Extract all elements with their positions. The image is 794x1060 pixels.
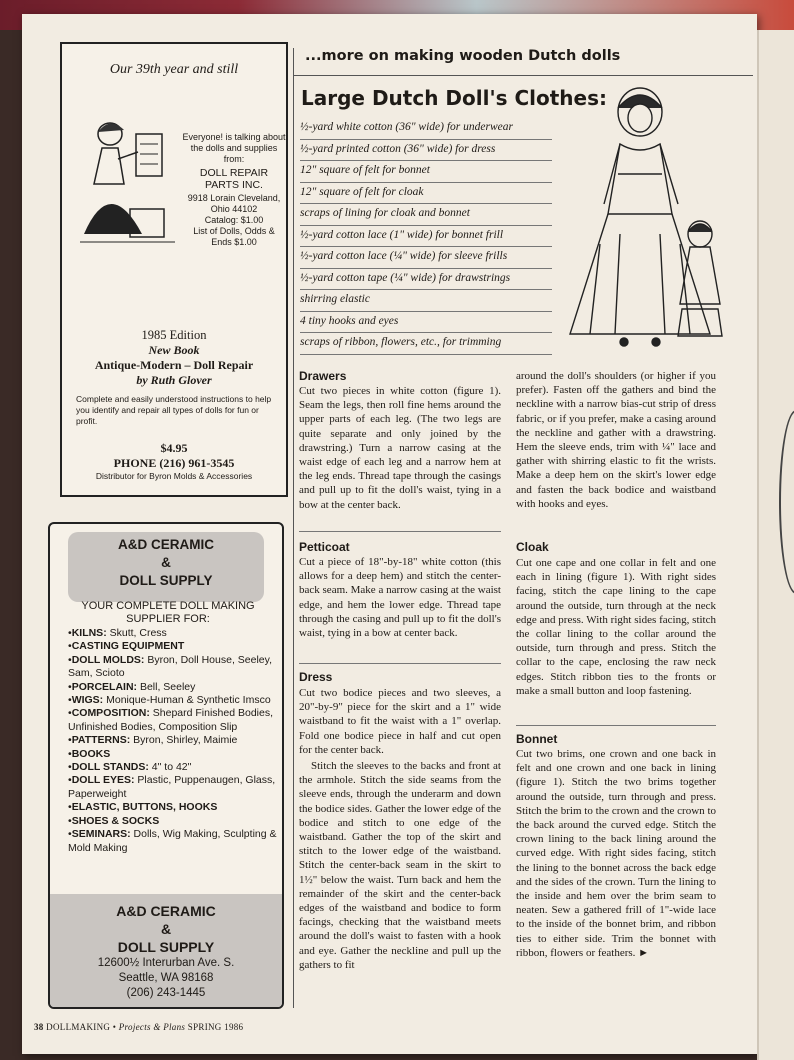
list-price: List of Dolls, Odds & Ends $1.00 xyxy=(193,226,275,247)
cloak-text: Cut one cape and one collar in felt and one each in lining (figure 1). With right sides facing, stitch the cape lining to the cape around the outside, turn through at the neck edge and press. With right sides facing, stitch the collar lining to the collar around the outside, turn through and press. Stitch the collar to the cape, enclosing the raw neck edges. Stitch ribbon ties to the fronts or make a small button and loop fastening. xyxy=(516,557,716,697)
drawers-heading: Drawers xyxy=(299,369,347,383)
company-name: DOLL REPAIR PARTS INC. xyxy=(199,167,269,191)
ad-headline: Our 39th year and still xyxy=(109,62,239,77)
section-rule xyxy=(299,531,501,532)
material-item: ½-yard white cotton (36" wide) for underwear xyxy=(300,118,552,140)
company-intro: Everyone! is talking about the dolls and supplies from: xyxy=(182,132,286,164)
book-edition: 1985 Edition xyxy=(141,328,207,342)
material-item: shirring elastic xyxy=(300,290,552,312)
supplier-intro: YOUR COMPLETE DOLL MAKING SUPPLIER FOR: xyxy=(81,600,255,625)
dress-text-3: around the doll's shoulders (or higher if you prefer). Fasten off the gathers and bind the neckline with a narrow bias-cut strip of dress fabric, or if you prefer, make a casing around the neckline and gather with a drawstring. Hem the sleeve ends, trim with ¼" lace and gather with shirring elastic to fit the wrists. Make a deep hem on the skirt's lower edge and fasten the back bodice and waistband with hooks and eyes. xyxy=(516,370,716,510)
list-item: • CASTING EQUIPMENT xyxy=(68,640,278,653)
supply-list xyxy=(68,627,278,855)
list-item: • DOLL EYES: Plastic, Puppenaugen, Glass, Paperweight xyxy=(68,774,278,801)
petticoat-text: Cut a piece of 18"-by-18" white cotton (this allows for a deep hem) and stitch the center-back seam. Make a narrow casing at the waist edge, and hem the lower edge. Thread tape through the casing and pull up to fit the doll's waist, tying in a bow at center back. xyxy=(299,556,501,640)
material-item: ½-yard printed cotton (36" wide) for dress xyxy=(300,140,552,162)
footer-line-2: & xyxy=(160,921,172,937)
ceramic-supply-ad xyxy=(48,522,284,1009)
column-divider xyxy=(293,48,294,1008)
book-author: by Ruth Glover xyxy=(136,373,212,387)
material-item: scraps of ribbon, flowers, etc., for trimming xyxy=(300,333,552,355)
book-new: New Book xyxy=(148,343,200,357)
section-rule xyxy=(299,663,501,664)
book-price: $4.95 xyxy=(160,441,188,455)
materials-list xyxy=(300,118,552,355)
material-item: 4 tiny hooks and eyes xyxy=(300,312,552,334)
footer-line-1: A&D CERAMIC xyxy=(116,903,216,919)
ad-footer-banner xyxy=(50,894,282,1007)
magazine-subtitle: Projects & Plans xyxy=(118,1022,186,1032)
footer-phone: (206) 243-1445 xyxy=(126,987,206,999)
book-title: Antique-Modern – Doll Repair xyxy=(94,358,254,372)
dress-text-2: Stitch the sleeves to the backs and front at the armhole. Stitch the side seams from the sleeve ends, through the underarm and down the bodice sides. Gather the lower edge of the bodice and stitch to one edge of the waistband. Gather the top of the skirt and stitch to the lower edge of the waistband. Stitch the center-back seam in the skirt to 1½" below the waist. Turn back and hem the remainder of the skirt and the center-back edges of the waistband and bodice to form facings, checking that the waistband meets around the doll's waist to fasten with a hook and eye. Gather the neckline and pull up the gathers to fit xyxy=(299,760,501,971)
ad-header-banner xyxy=(68,532,264,602)
doll-repair-ad xyxy=(60,42,288,497)
drawers-text: Cut two pieces in white cotton (figure 1). Seam the legs, then roll fine hems around the upper parts of each leg. (The two legs are quite separate and only joined by the drawstring.) Turn a narrow casing at the waist edge of each leg and a narrow hem at the leg ends. Thread tape through the casings and pull up to fit the doll's waist, tying in a bow at the center back. xyxy=(299,385,501,511)
list-item: • ELASTIC, BUTTONS, HOOKS xyxy=(68,801,278,814)
page-number: 38 xyxy=(34,1022,44,1032)
dutch-doll-illustration xyxy=(560,84,730,354)
cloak-heading: Cloak xyxy=(516,540,549,554)
heading-rule xyxy=(293,75,753,76)
material-item: scraps of lining for cloak and bonnet xyxy=(300,204,552,226)
material-item: 12" square of felt for bonnet xyxy=(300,161,552,183)
footer-address-2: Seattle, WA 98168 xyxy=(118,972,214,984)
material-item: ½-yard cotton lace (¼" wide) for sleeve frills xyxy=(300,247,552,269)
material-item: ½-yard cotton lace (1" wide) for bonnet frill xyxy=(300,226,552,248)
list-item: • DOLL STANDS: 4" to 42" xyxy=(68,761,278,774)
list-item: • PORCELAIN: Bell, Seeley xyxy=(68,681,278,694)
victorian-lady-illustration xyxy=(80,114,175,249)
magazine-name: DOLLMAKING xyxy=(46,1022,111,1032)
phone-number: PHONE (216) 961-3545 xyxy=(113,456,235,470)
header-line-1: A&D CERAMIC xyxy=(118,537,214,552)
list-item: • BOOKS xyxy=(68,748,278,761)
header-line-3: DOLL SUPPLY xyxy=(119,573,213,588)
company-address: 9918 Lorain Cleveland, Ohio 44102 xyxy=(187,193,281,214)
material-item: ½-yard cotton tape (¼" wide) for drawstrings xyxy=(300,269,552,291)
header-line-2: & xyxy=(161,555,171,570)
footer-line-3: DOLL SUPPLY xyxy=(117,939,215,955)
list-item: • COMPOSITION: Shepard Finished Bodies, Unfinished Bodies, Composition Slip xyxy=(68,707,278,734)
footer-address-1: 12600½ Interurban Ave. S. xyxy=(97,957,235,969)
list-item: • KILNS: Skutt, Cress xyxy=(68,627,278,640)
bonnet-heading: Bonnet xyxy=(516,732,558,746)
book-promo xyxy=(62,328,286,482)
page-footer: 38 DOLLMAKING • Projects & Plans SPRING 1986 xyxy=(34,1022,244,1032)
book-description: Complete and easily understood instructions to help you identify and repair all types of dolls for fun or profit. xyxy=(76,394,272,426)
catalog-price: Catalog: $1.00 xyxy=(204,215,264,225)
article-title: Large Dutch Doll's Clothes: xyxy=(301,86,607,110)
company-info xyxy=(182,132,286,248)
list-item: • SEMINARS: Dolls, Wig Making, Sculpting & Mold Making xyxy=(68,828,278,855)
petticoat-heading: Petticoat xyxy=(299,540,350,554)
dress-heading: Dress xyxy=(299,670,333,684)
list-item: • SHOES & SOCKS xyxy=(68,815,278,828)
continued-heading: ...more on making wooden Dutch dolls xyxy=(305,48,621,64)
list-item: • PATTERNS: Byron, Shirley, Maimie xyxy=(68,734,278,747)
list-item: • DOLL MOLDS: Byron, Doll House, Seeley, Sam, Scioto xyxy=(68,654,278,681)
dress-text-1: Cut two bodice pieces and two sleeves, a 20"-by-9" piece for the skirt and a 1" wide waistband to fit the waist with a 1" overlap. Fold one bodice piece in half and cut open for the center back. xyxy=(299,687,501,756)
bonnet-text: Cut two brims, one crown and one back in felt and one crown and one back in lining (figure 1). Stitch the two brims together around the outside, turn through and press. Stitch the brim to the crown and the crown to the back around the curved edge. Stitch the crown lining to the back lining around the curved edge. With right sides facing, stitch the lining to the bonnet across the back edge and the sides of the crown. Turn the lining to the inside and hem over the brim seam to neaten. Sew a gathered frill of 1"-wide lace to the inside of the bonnet brim, and ribbon ties to either side. Trim the bonnet with ribbon, flowers or feathers. ► xyxy=(516,748,716,959)
issue-date: SPRING 1986 xyxy=(187,1022,244,1032)
material-item: 12" square of felt for cloak xyxy=(300,183,552,205)
facing-page-edge xyxy=(757,30,794,1060)
list-item: • WIGS: Monique-Human & Synthetic Imsco xyxy=(68,694,278,707)
section-rule xyxy=(516,725,716,726)
distributor-note: Distributor for Byron Molds & Accessories xyxy=(95,471,253,481)
